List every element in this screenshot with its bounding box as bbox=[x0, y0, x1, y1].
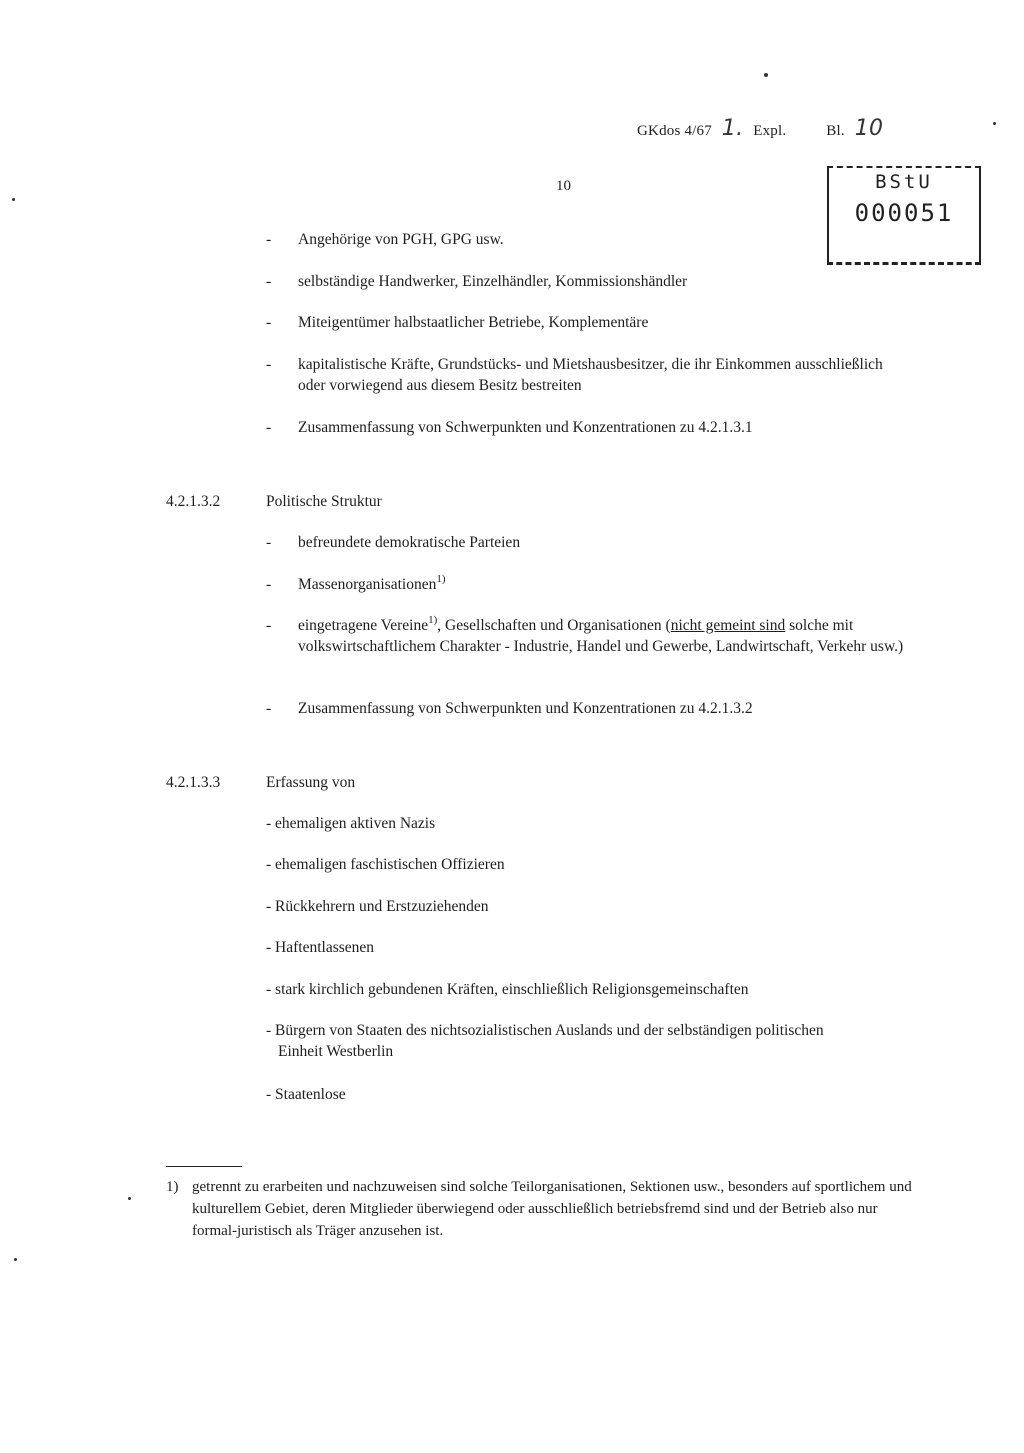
item-text: Massenorganisationen bbox=[298, 576, 437, 593]
stamp-number: 000051 bbox=[854, 199, 954, 227]
reference-code: GKdos 4/67 bbox=[637, 123, 712, 139]
footnote-ref: 1) bbox=[436, 573, 446, 585]
bullet-dash: - bbox=[266, 534, 272, 551]
sheet-label: Bl. bbox=[826, 123, 845, 139]
item-text: , Gesellschaften und Organisationen ( bbox=[437, 617, 671, 634]
expl-label: Expl. bbox=[753, 123, 787, 139]
bullet-dash: - bbox=[266, 700, 272, 717]
list-item: - stark kirchlich gebundenen Kräften, einschließlich Religionsgemeinschaften bbox=[266, 981, 749, 998]
item-text: Haftentlassenen bbox=[275, 939, 375, 956]
document-reference bbox=[637, 118, 883, 142]
footnote-text: getrennt zu erarbeiten und nachzuweisen sind solche Teilorganisationen, Sektionen usw., besonders auf sportlichem und kulturellem Gebiet, deren Mitglieder überwiegend oder ausschließlich betriebsfremd sind und der Betrieb also nur formal-juristisch als Träger anzusehen ist. bbox=[192, 1179, 912, 1239]
bullet-dash: - bbox=[266, 419, 272, 436]
list-item: - Haftentlassenen bbox=[266, 939, 375, 956]
section-number: 4.2.1.3.2 bbox=[166, 493, 221, 510]
list-item: - Rückkehrern und Erstzuziehenden bbox=[266, 898, 489, 915]
bullet-dash: - bbox=[266, 273, 272, 290]
page-number: 10 bbox=[556, 178, 571, 194]
bullet-dash: - bbox=[266, 576, 272, 593]
list-item: selbständige Handwerker, Einzelhändler, Kommissionshändler bbox=[298, 273, 688, 290]
list-item: Zusammenfassung von Schwerpunkten und Konzentrationen zu 4.2.1.3.2 bbox=[298, 700, 753, 717]
scan-speck bbox=[12, 198, 15, 201]
item-text: solche mit volkswirtschaftlichem Charakter - Industrie, Handel und Gewerbe, Landwirtschaft, Verkehr usw.) bbox=[298, 617, 904, 655]
item-text: eingetragene Vereine bbox=[298, 617, 429, 634]
list-item bbox=[298, 574, 928, 595]
item-text: stark kirchlich gebundenen Kräften, einschließlich Religionsgemeinschaften bbox=[275, 981, 749, 998]
bullet-dash: - bbox=[266, 231, 272, 248]
scan-speck bbox=[764, 73, 768, 77]
handwritten-sheet-number: 10 bbox=[854, 116, 884, 141]
list-item bbox=[298, 615, 928, 657]
item-text: Staatenlose bbox=[275, 1086, 346, 1103]
footnote-separator bbox=[166, 1166, 242, 1167]
item-text: ehemaligen faschistischen Offizieren bbox=[275, 856, 505, 873]
section-number: 4.2.1.3.3 bbox=[166, 774, 221, 791]
bullet-dash: - bbox=[266, 356, 272, 373]
list-item: - Staatenlose bbox=[266, 1086, 346, 1103]
bullet-dash: - bbox=[266, 314, 272, 331]
item-text: Rückkehrern und Erstzuziehenden bbox=[275, 898, 489, 915]
footnote-ref: 1) bbox=[428, 614, 438, 626]
list-item: befreundete demokratische Parteien bbox=[298, 534, 521, 551]
scan-speck bbox=[128, 1197, 131, 1200]
list-item: - Bürgern von Staaten des nichtsozialistischen Auslands und der selbständigen politischen Einheit Westberlin bbox=[266, 1020, 916, 1062]
section-title: Politische Struktur bbox=[266, 493, 382, 510]
footnote-marker: 1) bbox=[166, 1179, 179, 1195]
scan-speck bbox=[14, 1258, 17, 1261]
archive-stamp bbox=[827, 166, 981, 265]
item-text: Bürgern von Staaten des nichtsozialistischen Auslands und der selbständigen politischen bbox=[275, 1022, 824, 1039]
bullet-dash: - bbox=[266, 617, 272, 634]
list-item: Angehörige von PGH, GPG usw. bbox=[298, 231, 504, 248]
list-item: kapitalistische Kräfte, Grundstücks- und Mietshausbesitzer, die ihr Einkommen ausschließlich oder vorwiegend aus diesem Besitz bestreiten bbox=[298, 356, 883, 394]
list-item: - ehemaligen aktiven Nazis bbox=[266, 815, 436, 832]
footnote bbox=[166, 1176, 926, 1242]
item-text: ehemaligen aktiven Nazis bbox=[275, 815, 436, 832]
item-continuation: Einheit Westberlin bbox=[278, 1043, 394, 1060]
list-item: Miteigentümer halbstaatlicher Betriebe, Komplementäre bbox=[298, 314, 649, 331]
stamp-agency: BStU bbox=[875, 171, 933, 193]
list-item: Zusammenfassung von Schwerpunkten und Konzentrationen zu 4.2.1.3.1 bbox=[298, 419, 753, 436]
handwritten-copy-number: 1. bbox=[721, 116, 744, 141]
underlined-text: nicht gemeint sind bbox=[670, 617, 786, 634]
list-item: - ehemaligen faschistischen Offizieren bbox=[266, 856, 505, 873]
scan-speck bbox=[993, 122, 996, 125]
section-title: Erfassung von bbox=[266, 774, 356, 791]
